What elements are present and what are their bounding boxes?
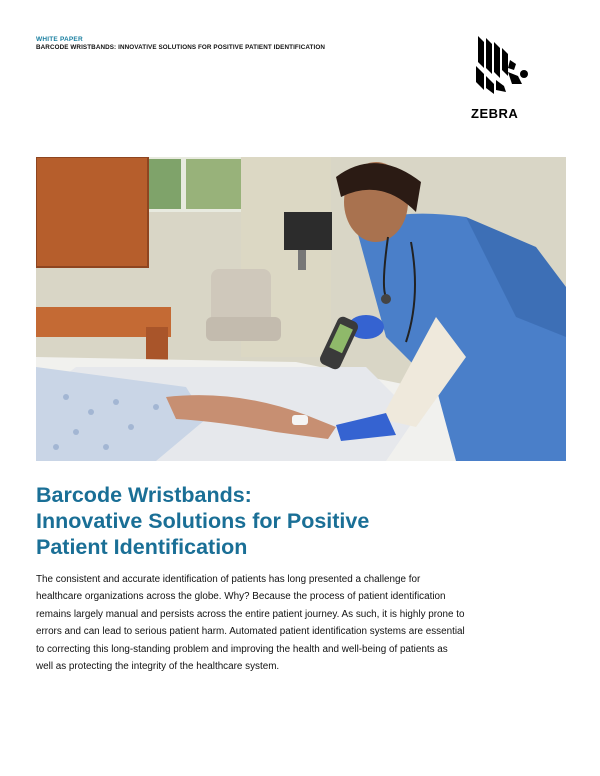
hero-photo xyxy=(36,157,566,461)
zebra-wordmark: ZEBRA xyxy=(471,106,519,121)
intro-paragraph: The consistent and accurate identification of patients has long presented a challenge for healthcare organizations across the globe. Why? Because the process of patient identification remains largely manual and persists across the entire patient journey. As such, it is highly prone to errors and can lead to serious patient harm. Automated patient identification systems are essential to correcting this long-standing problem and improving the health and well-being of patients as well as protecting the integrity of the healthcare system. xyxy=(36,574,465,673)
document-type-label: WHITE PAPER xyxy=(36,36,83,43)
title-line-1: Barcode Wristbands: xyxy=(36,483,252,507)
page-title xyxy=(36,482,556,560)
title-line-3: Patient Identification xyxy=(36,535,248,559)
document-subtitle: BARCODE WRISTBANDS: INNOVATIVE SOLUTIONS FOR POSITIVE PATIENT IDENTIFICATION xyxy=(36,44,325,51)
title-line-2: Innovative Solutions for Positive xyxy=(36,509,370,533)
